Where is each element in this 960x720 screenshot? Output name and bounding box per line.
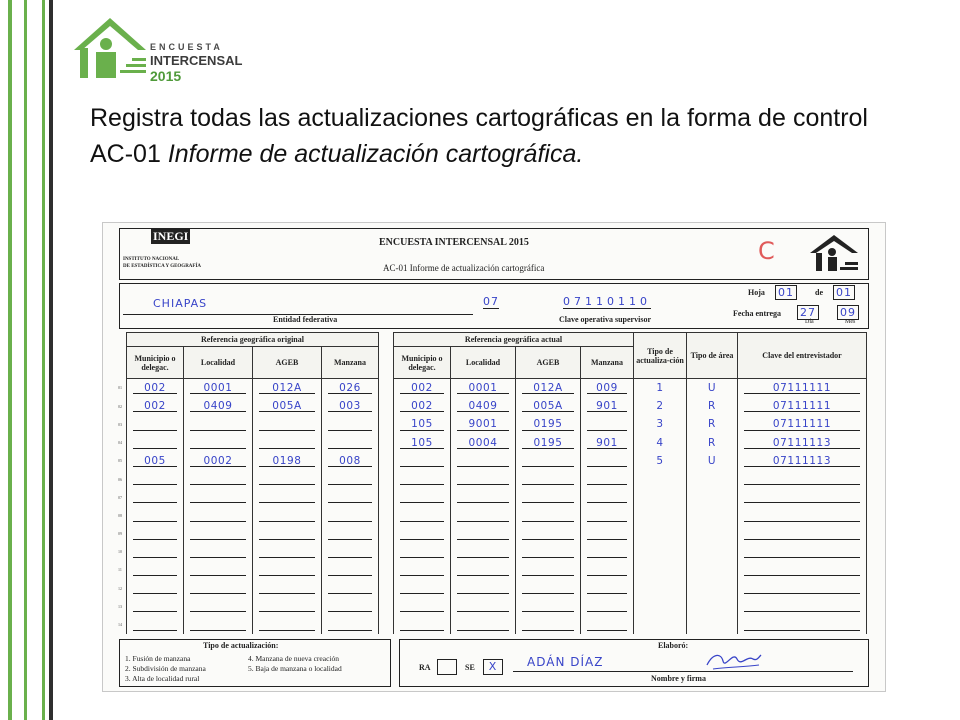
cell-a-ageb	[516, 525, 581, 543]
cell-clave	[738, 615, 867, 633]
cell-a-ageb	[516, 615, 581, 633]
cell-a-ageb: 005A	[516, 397, 581, 415]
cell-o-loc	[184, 434, 253, 452]
cell-a-mun	[394, 470, 451, 488]
row-number: 12	[118, 585, 122, 591]
cell-a-ageb	[516, 488, 581, 506]
table-row	[118, 470, 867, 488]
cell-a-manz	[581, 506, 634, 524]
encuesta-logo	[70, 12, 243, 84]
table-row	[118, 397, 867, 415]
cell-a-mun	[394, 543, 451, 561]
de-label: de	[815, 288, 823, 297]
form-house-icon	[808, 233, 860, 273]
table-row	[118, 379, 867, 398]
cell-o-loc	[184, 506, 253, 524]
cell-a-mun	[394, 488, 451, 506]
dia-label: Día	[805, 319, 814, 325]
cell-a-manz	[581, 525, 634, 543]
col-localidad-actual: Localidad	[451, 347, 516, 379]
row-number: 05	[118, 458, 122, 464]
cell-a-loc	[451, 452, 516, 470]
cell-a-loc	[451, 525, 516, 543]
cell-o-manz	[322, 506, 379, 524]
cell-a-mun	[394, 597, 451, 615]
cell-a-mun: 002	[394, 379, 451, 398]
col-ageb-original: AGEB	[253, 347, 322, 379]
entidad-label: Entidad federativa	[273, 315, 338, 324]
cell-o-mun: 005	[127, 452, 184, 470]
table-row	[118, 434, 867, 452]
cell-a-ageb	[516, 452, 581, 470]
cell-o-mun	[127, 597, 184, 615]
cell-o-mun: 002	[127, 379, 184, 398]
cell-a-mun: 002	[394, 397, 451, 415]
cell-tipo	[634, 597, 687, 615]
tipo-legend-2: 2. Subdivisión de manzana	[125, 664, 206, 673]
cell-o-mun	[127, 615, 184, 633]
cell-tipo: 5	[634, 452, 687, 470]
cell-o-mun	[127, 543, 184, 561]
ra-label: RA	[419, 663, 431, 672]
cell-a-mun	[394, 561, 451, 579]
cell-a-loc: 0409	[451, 397, 516, 415]
cell-clave	[738, 597, 867, 615]
cell-o-mun	[127, 561, 184, 579]
cell-a-mun	[394, 579, 451, 597]
cell-o-ageb	[253, 488, 322, 506]
entidad-value: CHIAPAS	[153, 297, 208, 310]
cell-clave	[738, 561, 867, 579]
cell-o-manz	[322, 488, 379, 506]
row-number: 08	[118, 512, 122, 518]
tipo-legend-3: 3. Alta de localidad rural	[125, 674, 200, 683]
cell-a-ageb: 0195	[516, 415, 581, 433]
cell-clave	[738, 579, 867, 597]
cell-a-ageb	[516, 561, 581, 579]
hoja-value: 01	[775, 285, 797, 300]
de-value: 01	[833, 285, 855, 300]
cell-a-ageb: 012A	[516, 379, 581, 398]
cell-a-loc	[451, 506, 516, 524]
cell-o-mun: 002	[127, 397, 184, 415]
inegi-sub1: INSTITUTO NACIONAL	[123, 257, 180, 262]
cell-a-mun	[394, 452, 451, 470]
cell-o-mun	[127, 506, 184, 524]
cell-area: R	[687, 415, 738, 433]
group-actual-header: Referencia geográfica actual	[394, 333, 634, 347]
cell-area	[687, 597, 738, 615]
cell-area	[687, 561, 738, 579]
col-localidad-original: Localidad	[184, 347, 253, 379]
cell-tipo	[634, 506, 687, 524]
cell-a-manz	[581, 561, 634, 579]
cell-a-ageb	[516, 597, 581, 615]
cell-area: R	[687, 397, 738, 415]
cell-clave	[738, 470, 867, 488]
table-row	[118, 415, 867, 433]
cell-area: U	[687, 452, 738, 470]
cell-tipo: 1	[634, 379, 687, 398]
cell-a-loc: 0001	[451, 379, 516, 398]
cell-o-loc	[184, 488, 253, 506]
cell-o-manz	[322, 615, 379, 633]
elaboro-name: ADÁN DÍAZ	[527, 655, 604, 669]
cell-a-ageb	[516, 579, 581, 597]
cell-a-manz	[581, 543, 634, 561]
row-number: 04	[118, 440, 122, 446]
cell-o-ageb	[253, 579, 322, 597]
cell-tipo	[634, 615, 687, 633]
cell-area	[687, 525, 738, 543]
cell-area	[687, 579, 738, 597]
col-clave-entrevistador: Clave del entrevistador	[738, 333, 867, 379]
cell-o-ageb	[253, 615, 322, 633]
instruction-heading	[90, 100, 868, 172]
row-number: 01	[118, 385, 122, 391]
elaboro-label: Elaboró:	[658, 641, 689, 650]
cell-o-loc	[184, 597, 253, 615]
cell-o-manz: 026	[322, 379, 379, 398]
ra-checkbox	[437, 659, 457, 675]
logo-year: 2015	[150, 68, 182, 84]
cell-a-loc	[451, 579, 516, 597]
logo-line2: INTERCENSAL	[150, 53, 243, 68]
cell-o-loc: 0001	[184, 379, 253, 398]
cell-a-ageb: 0195	[516, 434, 581, 452]
cell-tipo	[634, 525, 687, 543]
cell-area	[687, 615, 738, 633]
tipo-legend-title: Tipo de actualización:	[203, 641, 279, 650]
table-row	[118, 543, 867, 561]
left-stripe	[8, 0, 12, 720]
cell-a-manz: 009	[581, 379, 634, 398]
mes-value: 09	[837, 305, 859, 320]
form-subtitle: AC-01 Informe de actualización cartográfica	[383, 263, 545, 273]
cell-o-manz: 003	[322, 397, 379, 415]
cell-a-loc	[451, 543, 516, 561]
cell-a-manz	[581, 452, 634, 470]
actualizaciones-table	[118, 332, 867, 634]
table-row	[118, 579, 867, 597]
heading-italic: Informe de actualización cartográfica.	[167, 140, 584, 168]
cell-clave: 07111113	[738, 434, 867, 452]
cell-o-ageb: 0198	[253, 452, 322, 470]
cell-a-loc	[451, 470, 516, 488]
row-number: 10	[118, 549, 122, 555]
cell-a-manz	[581, 615, 634, 633]
cell-o-manz: 008	[322, 452, 379, 470]
cell-o-loc	[184, 561, 253, 579]
cell-a-loc	[451, 488, 516, 506]
cell-clave: 07111113	[738, 452, 867, 470]
dia-value: 27	[797, 305, 819, 320]
table-row	[118, 488, 867, 506]
cell-a-loc	[451, 615, 516, 633]
row-number: 02	[118, 403, 122, 409]
group-original-header: Referencia geográfica original	[127, 333, 379, 347]
cell-area: R	[687, 434, 738, 452]
fecha-label: Fecha entrega	[733, 309, 782, 318]
cell-o-mun	[127, 415, 184, 433]
tipo-legend-4: 4. Manzana de nueva creación	[248, 654, 339, 663]
cell-o-manz	[322, 415, 379, 433]
clave-supervisor-value: 07110110	[563, 295, 651, 308]
cell-o-manz	[322, 543, 379, 561]
cell-area	[687, 506, 738, 524]
cell-o-loc	[184, 543, 253, 561]
table-row	[118, 525, 867, 543]
cell-clave: 07111111	[738, 415, 867, 433]
cell-o-loc	[184, 470, 253, 488]
nombre-firma-label: Nombre y firma	[651, 674, 706, 683]
cell-a-ageb	[516, 543, 581, 561]
cell-area	[687, 470, 738, 488]
cell-clave: 07111111	[738, 379, 867, 398]
cell-area	[687, 543, 738, 561]
mes-label: Mes	[845, 319, 856, 325]
cell-tipo: 2	[634, 397, 687, 415]
cell-a-loc: 0004	[451, 434, 516, 452]
cell-o-mun	[127, 434, 184, 452]
cell-o-loc	[184, 579, 253, 597]
cell-o-loc: 0002	[184, 452, 253, 470]
cell-tipo: 3	[634, 415, 687, 433]
row-number: 07	[118, 494, 122, 500]
cell-a-manz: 901	[581, 397, 634, 415]
cell-a-mun	[394, 506, 451, 524]
tipo-legend-5: 5. Baja de manzana o localidad	[248, 664, 342, 673]
tipo-legend-1: 1. Fusión de manzana	[125, 654, 191, 663]
row-number: 06	[118, 476, 122, 482]
table-row	[118, 615, 867, 633]
cell-o-mun	[127, 525, 184, 543]
col-manzana-actual: Manzana	[581, 347, 634, 379]
cell-a-mun: 105	[394, 434, 451, 452]
clave-supervisor-label: Clave operativa supervisor	[559, 315, 651, 324]
cell-o-manz	[322, 434, 379, 452]
cell-tipo	[634, 488, 687, 506]
table-row	[118, 506, 867, 524]
col-municipio-actual: Municipio o delegac.	[394, 347, 451, 379]
cell-a-manz	[581, 488, 634, 506]
hoja-label: Hoja	[748, 288, 765, 297]
inegi-sub2: DE ESTADÍSTICA Y GEOGRAFÍA	[123, 264, 202, 269]
logo-line1: ENCUESTA	[150, 42, 223, 52]
cell-o-ageb	[253, 561, 322, 579]
cell-o-ageb	[253, 543, 322, 561]
cell-clave	[738, 543, 867, 561]
cell-o-ageb	[253, 525, 322, 543]
cell-o-loc	[184, 615, 253, 633]
row-number: 11	[118, 567, 122, 573]
row-number: 14	[118, 622, 122, 628]
col-municipio-original: Municipio o delegac.	[127, 347, 184, 379]
left-divider	[49, 0, 53, 720]
form-mark: C	[758, 237, 775, 265]
left-stripe	[24, 0, 27, 720]
inegi-logo: INEGI	[153, 229, 189, 243]
cell-a-loc	[451, 561, 516, 579]
cell-o-ageb	[253, 506, 322, 524]
cell-a-manz	[581, 470, 634, 488]
cell-o-ageb	[253, 434, 322, 452]
cell-o-manz	[322, 470, 379, 488]
cell-a-ageb	[516, 506, 581, 524]
cell-o-ageb: 012A	[253, 379, 322, 398]
cell-a-ageb	[516, 470, 581, 488]
signature-icon	[703, 649, 763, 673]
cell-clave	[738, 506, 867, 524]
col-ageb-actual: AGEB	[516, 347, 581, 379]
cell-o-ageb	[253, 415, 322, 433]
cell-a-mun	[394, 615, 451, 633]
se-checkbox: X	[483, 659, 503, 675]
form-title: ENCUESTA INTERCENSAL 2015	[379, 237, 529, 248]
cell-o-ageb	[253, 597, 322, 615]
cell-a-loc	[451, 597, 516, 615]
cell-o-loc	[184, 415, 253, 433]
entidad-code: 07	[483, 295, 499, 308]
cell-o-ageb	[253, 470, 322, 488]
cell-tipo	[634, 561, 687, 579]
cell-a-manz	[581, 579, 634, 597]
cell-o-ageb: 005A	[253, 397, 322, 415]
cell-a-manz: 901	[581, 434, 634, 452]
cell-tipo	[634, 470, 687, 488]
cell-o-manz	[322, 597, 379, 615]
row-number: 03	[118, 421, 122, 427]
cell-o-manz	[322, 525, 379, 543]
table-row	[118, 452, 867, 470]
cell-o-manz	[322, 579, 379, 597]
ac01-form-image	[102, 222, 886, 692]
row-number: 09	[118, 531, 122, 537]
row-number: 13	[118, 603, 122, 609]
cell-clave	[738, 488, 867, 506]
cell-clave: 07111111	[738, 397, 867, 415]
cell-o-mun	[127, 488, 184, 506]
cell-a-manz	[581, 415, 634, 433]
left-stripe	[42, 0, 45, 720]
table-row	[118, 597, 867, 615]
cell-clave	[738, 525, 867, 543]
cell-area: U	[687, 379, 738, 398]
cell-tipo: 4	[634, 434, 687, 452]
cell-o-manz	[322, 561, 379, 579]
col-tipo-area: Tipo de área	[687, 333, 738, 379]
house-logo-icon	[70, 12, 150, 82]
cell-tipo	[634, 579, 687, 597]
cell-o-loc	[184, 525, 253, 543]
cell-tipo	[634, 543, 687, 561]
cell-area	[687, 488, 738, 506]
firma-line	[513, 671, 853, 672]
col-manzana-original: Manzana	[322, 347, 379, 379]
cell-o-loc: 0409	[184, 397, 253, 415]
cell-o-mun	[127, 470, 184, 488]
cell-a-mun: 105	[394, 415, 451, 433]
cell-a-loc: 9001	[451, 415, 516, 433]
se-label: SE	[465, 663, 475, 672]
cell-a-mun	[394, 525, 451, 543]
table-row	[118, 561, 867, 579]
cell-a-manz	[581, 597, 634, 615]
cell-o-mun	[127, 579, 184, 597]
heading-text: Registra todas las actualizaciones cartográficas en la forma de control AC-01	[90, 104, 868, 168]
col-tipo-actualizacion: Tipo de actualiza-ción	[634, 333, 687, 379]
